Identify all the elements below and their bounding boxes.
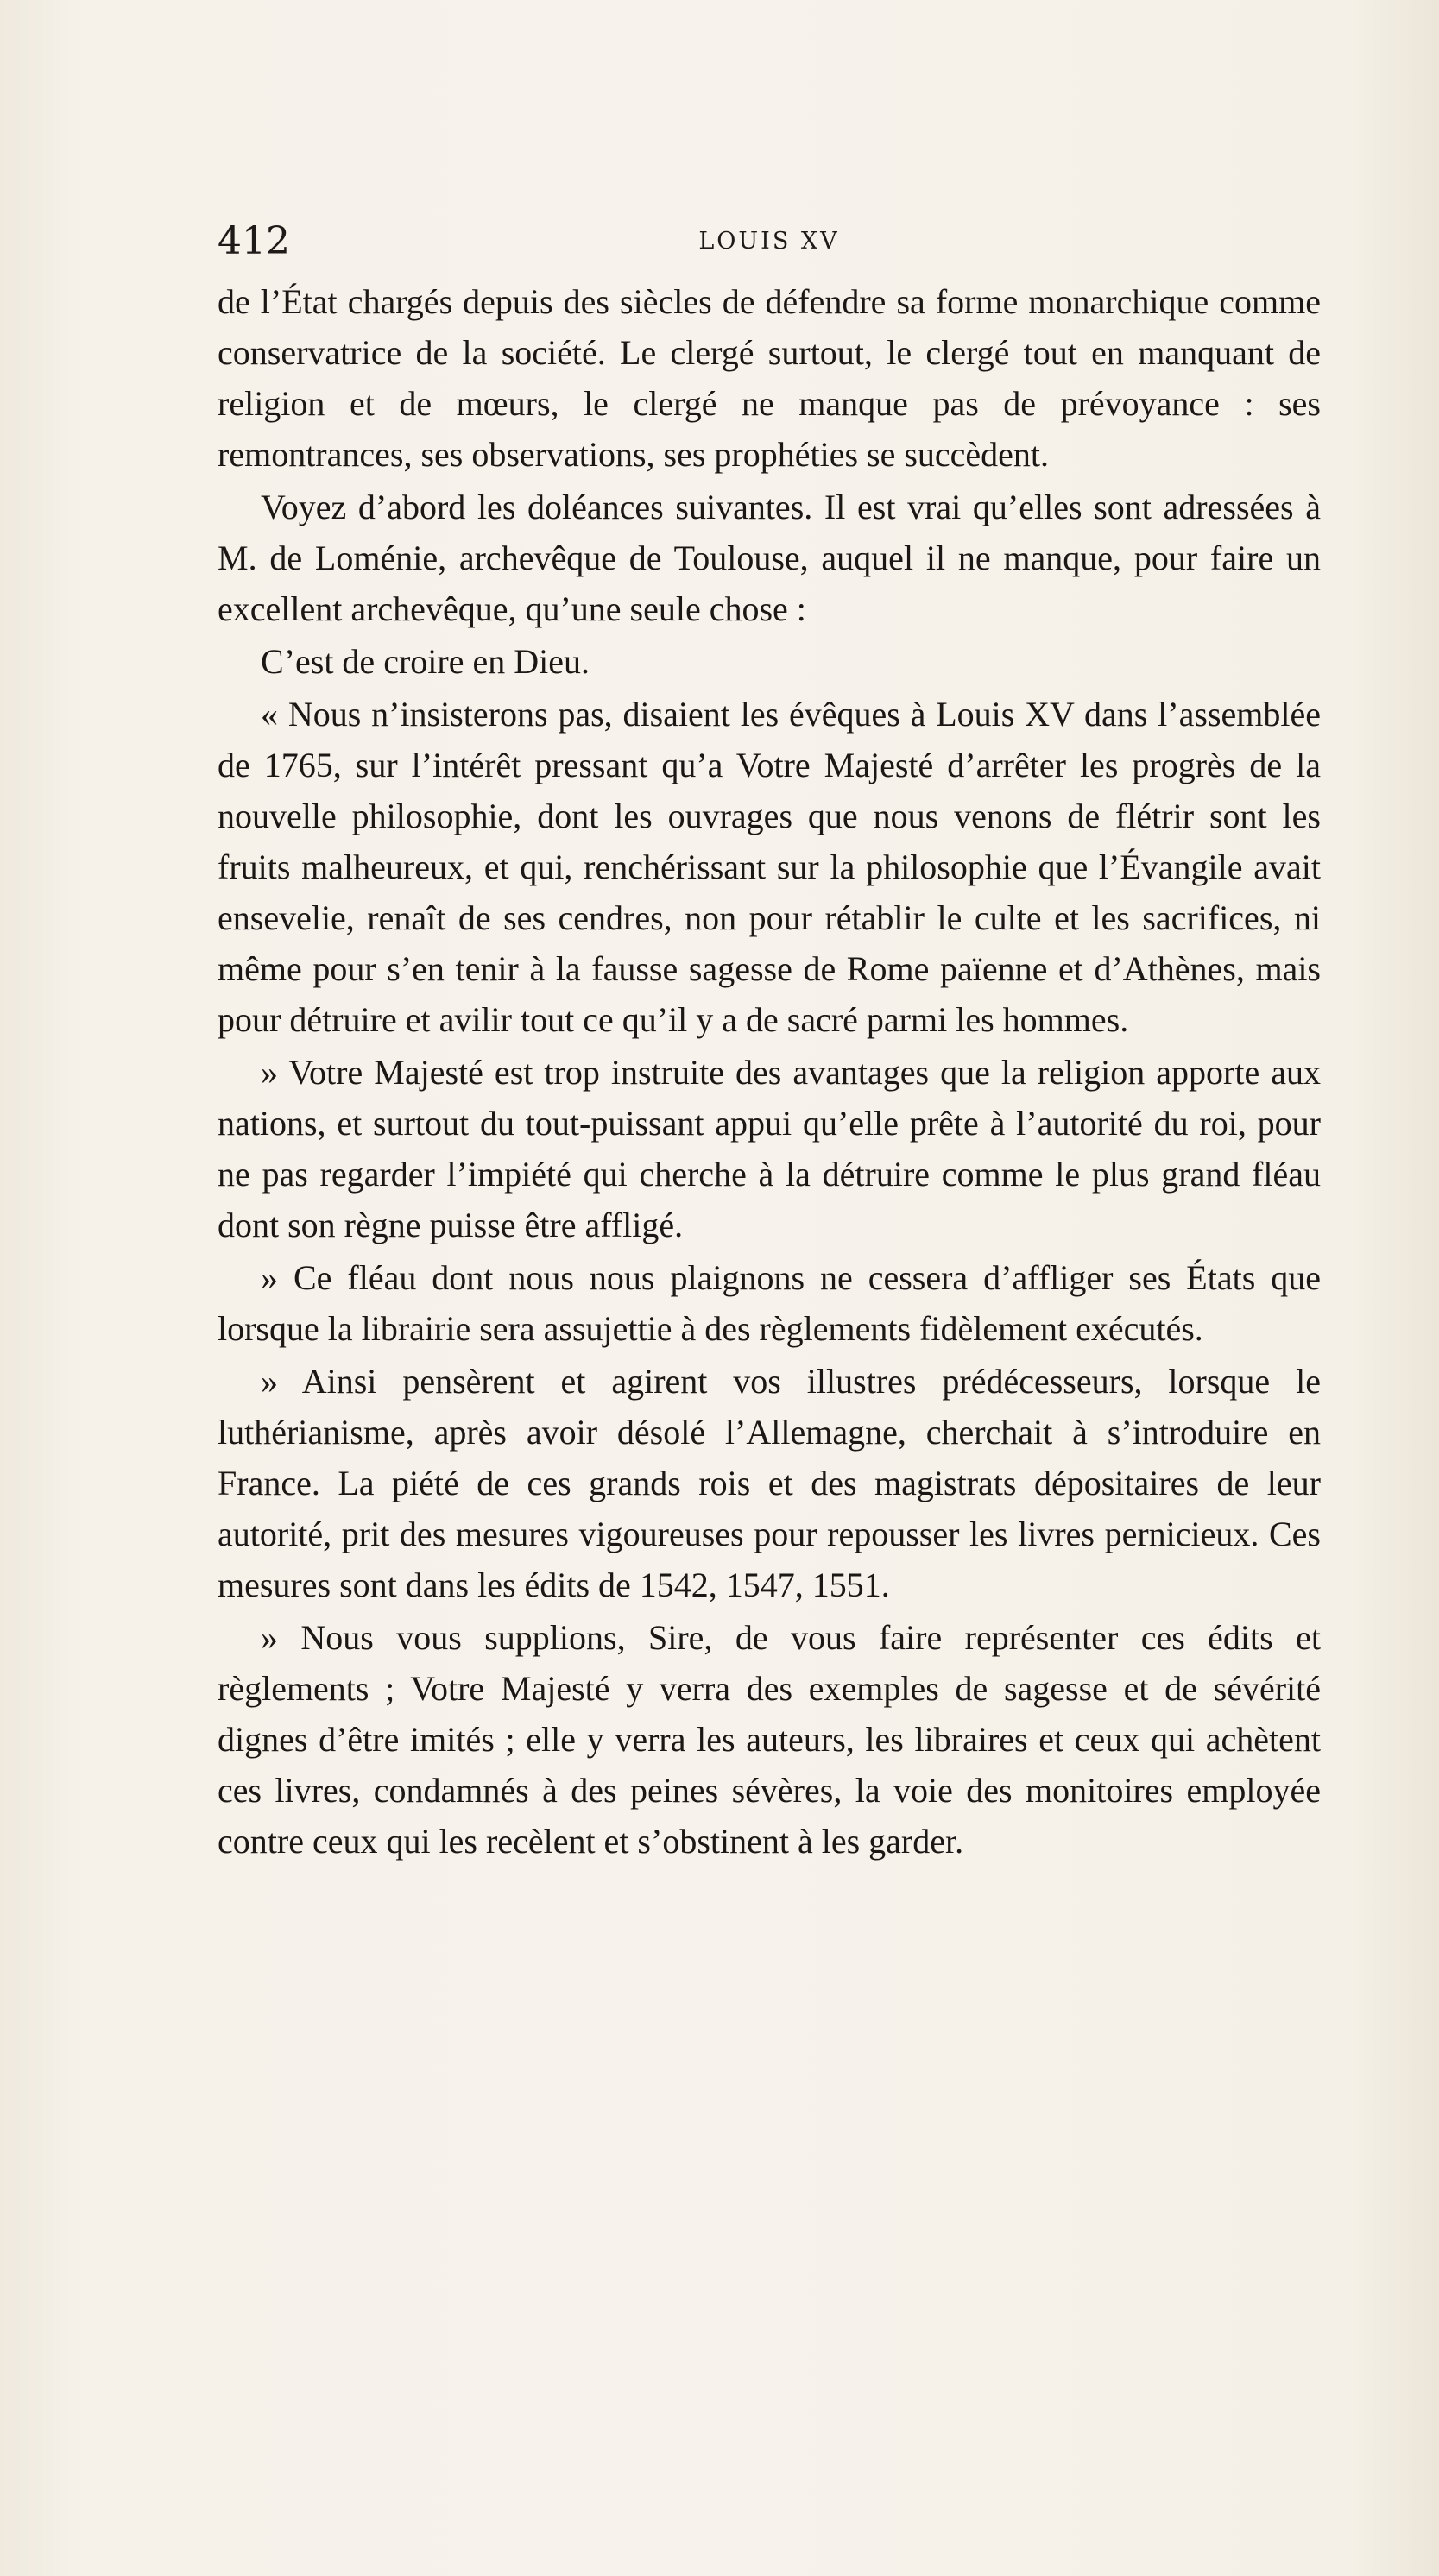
running-title: LOUIS XV — [698, 228, 840, 255]
paragraph: » Ce fléau dont nous nous plaignons ne cessera d’affliger ses États que lorsque la librairie sera assujettie à des règlements fidèlement exécutés. — [218, 1258, 1321, 1348]
paragraph: de l’État chargés depuis des siècles de défendre sa forme monarchique comme conservatrice de la société. Le clergé surtout, le clergé tout en manquant de religion et de mœurs, le clergé ne manque pas de prévoyance : ses remontrances, ses observations, ses prophéties se succèdent. — [218, 282, 1321, 474]
paragraph: C’est de croire en Dieu. — [261, 642, 590, 681]
page-header — [218, 216, 1321, 268]
paragraph: « Nous n’insisterons pas, disaient les évêques à Louis XV dans l’assemblée de 1765, sur l’intérêt pressant qu’a Votre Majesté d’arrêter les progrès de la nouvelle philosophie, dont les ouvrages que nous venons de flétrir sont les fruits malheureux, et qui, renchérissant sur la philosophie que l’Évangile avait ensevelie, renaît de ses cendres, non pour rétablir le culte et les sacrifices, ni même pour s’en tenir à la fausse sagesse de Rome païenne et d’Athènes, mais pour détruire et avilir tout ce qu’il y a de sacré parmi les hommes. — [218, 695, 1321, 1039]
paragraph: » Ainsi pensèrent et agirent vos illustres prédécesseurs, lorsque le luthérianisme, après avoir désolé l’Allemagne, cherchait à s’introduire en France. La piété de ces grands rois et des magistrats dépositaires de leur autorité, prit des mesures vigoureuses pour repousser les livres pernicieux. Ces mesures sont dans les édits de 1542, 1547, 1551. — [218, 1362, 1321, 1604]
paragraph: » Nous vous supplions, Sire, de vous faire représenter ces édits et règlements ; Votre Majesté y verra des exemples de sagesse et de sévérité dignes d’être imités ; elle y verra les auteurs, les libraires et ceux qui achètent ces livres, condamnés à des peines sévères, la voie des monitoires employée contre ceux qui les recèlent et s’obstinent à les garder. — [218, 1618, 1321, 1861]
page-number: 412 — [218, 219, 290, 263]
paragraph: Voyez d’abord les doléances suivantes. Il est vrai qu’elles sont adressées à M. de Loménie, archevêque de Toulouse, auquel il ne manque, pour faire un excellent archevêque, qu’une seule chose : — [218, 488, 1321, 628]
paragraph: » Votre Majesté est trop instruite des avantages que la religion apporte aux nations, et surtout du tout-puissant appui qu’elle prête à l’autorité du roi, pour ne pas regarder l’impiété qui cherche à la détruire comme le plus grand fléau dont son règne puisse être affligé. — [218, 1053, 1321, 1244]
body-text — [218, 276, 1321, 1868]
